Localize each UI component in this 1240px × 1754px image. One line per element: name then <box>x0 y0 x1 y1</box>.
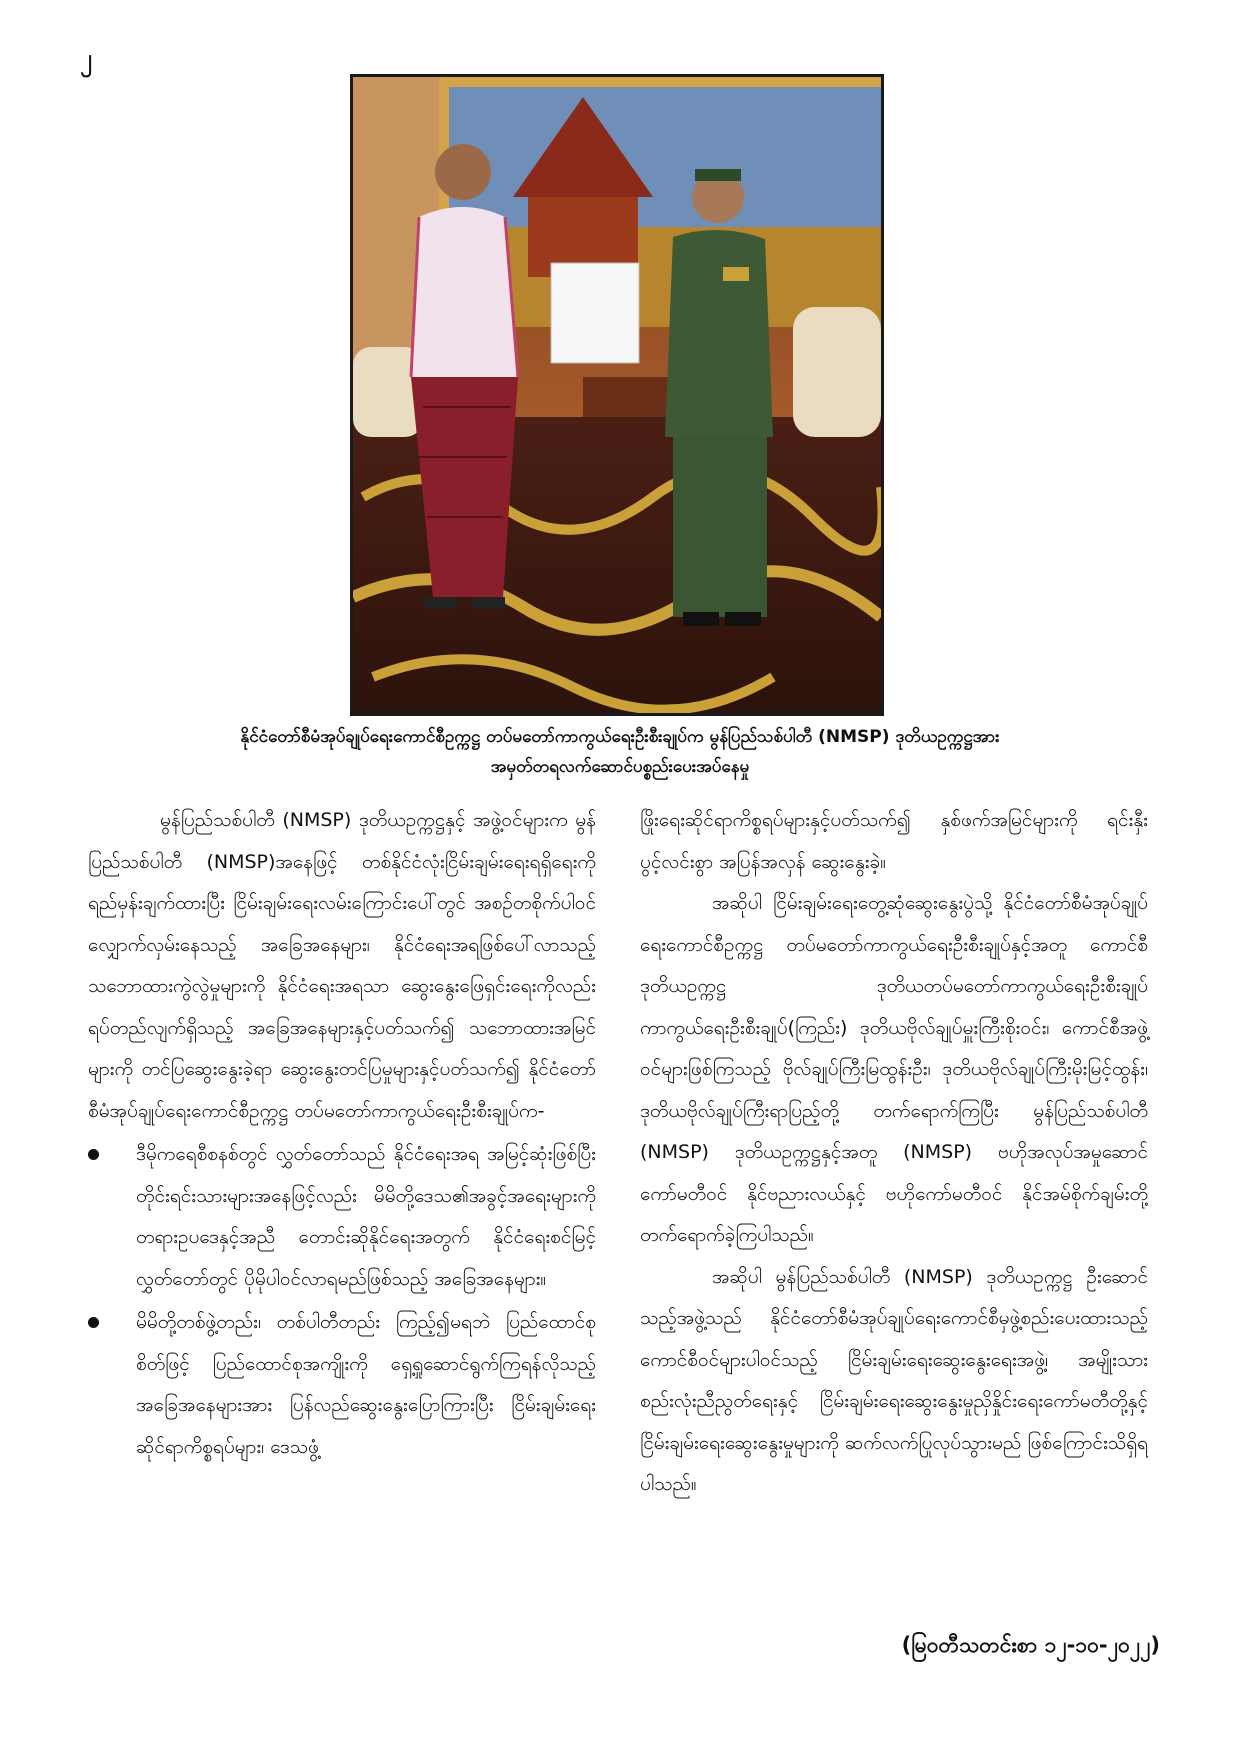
page-number: ၂ <box>80 44 92 72</box>
caption-line-2: အမှတ်တရလက်ဆောင်ပစ္စည်းပေးအပ်နေမှု <box>490 757 750 777</box>
bullet-text: မိမိတို့တစ်ဖွဲ့တည်း၊ တစ်ပါတီတည်း ကြည့်၍မရဘဲ ပြည်ထောင်စုစိတ်ဖြင့် ပြည်ထောင်စုအကျိုးကို ရှေ့ရှုဆောင်ရွက်ကြရန်လိုသည့် အခြေအနေများအား ပြန်လည်ဆွေးနွေးပြောကြားပြီး ငြိမ်းချမ်းရေးဆိုင်ရာကိစ္စရပ်များ၊ ဒေသဖွံ့ <box>136 1311 596 1458</box>
bullet-icon <box>88 1317 99 1328</box>
bullet-icon <box>88 1149 99 1160</box>
source-citation: (မြဝတီသတင်းစာ ၁၂-၁၀-၂၀၂၂) <box>901 1633 1160 1657</box>
caption-line-1: နိုင်ငံတော်စီမံအုပ်ချုပ်ရေးကောင်စီဥက္ကဋ္ဌ တပ်မတော်ကာကွယ်ရေးဦးစီးချုပ်က မွန်ပြည်သစ်ပါတီ (NMSP) ဒုတိယဥက္ကဋ္ဌအား <box>240 727 1000 747</box>
paragraph-1: မွန်ပြည်သစ်ပါတီ (NMSP) ဒုတိယဥက္ကဋ္ဌနှင့် အဖွဲ့ဝင်များက မွန်ပြည်သစ်ပါတီ (NMSP)အနေဖြင့် တစ်နိုင်ငံလုံးငြိမ်းချမ်းရေးရရှိရေးကို ရည်မှန်းချက်ထားပြီး ငြိမ်းချမ်းရေးလမ်းကြောင်းပေါ်တွင် အစဉ်တစိုက်ပါဝင် လျှောက်လှမ်းနေသည့် အခြေအနေများ၊ နိုင်ငံရေးအရဖြစ်ပေါ်လာသည့် သဘောထားကွဲလွဲမှုများကို နိုင်ငံရေးအရသာ ဆွေးနွေးဖြေရှင်းရေးကိုလည်း ရပ်တည်လျက်ရှိသည့် အခြေအနေများနှင့်ပတ်သက်၍ သဘောထားအမြင်များကို တင်ပြဆွေးနွေးခဲ့ရာ ဆွေးနွေးတင်ပြမှုများနှင့်ပတ်သက်၍ နိုင်ငံတော်စီမံအုပ်ချုပ်ရေးကောင်စီဥက္ကဋ္ဌ တပ်မတော်ကာကွယ်ရေးဦးစီးချုပ်က- <box>88 809 596 1122</box>
photo-document-handover <box>350 74 884 716</box>
paragraph-continued: ဖြိုးရေးဆိုင်ရာကိစ္စရပ်များနှင့်ပတ်သက်၍ နှစ်ဖက်အမြင်များကို ရင်းနှီးပွင့်လင်းစွာ အပြန်အလှန် ဆွေးနွေးခဲ့။ <box>640 809 1148 873</box>
bullet-item <box>88 1302 596 1468</box>
left-column <box>88 800 596 1470</box>
bullet-item <box>88 1134 596 1300</box>
bullet-text: ဒီမိုကရေစီစနစ်တွင် လွှတ်တော်သည် နိုင်ငံရေးအရ အမြင့်ဆုံးဖြစ်ပြီး တိုင်းရင်းသားများအနေဖြင့်လည်း မိမိတို့ဒေသ၏အခွင့်အရေးများကို တရားဥပဒေနှင့်အညီ တောင်းဆိုနိုင်ရေးအတွက် နိုင်ငံရေးစင်မြင့်လွှတ်တော်တွင် ပိုမိုပါဝင်လာရမည်ဖြစ်သည့် အခြေအနေများ။ <box>136 1143 596 1290</box>
paragraph-3: အဆိုပါ မွန်ပြည်သစ်ပါတီ (NMSP) ဒုတိယဥက္ကဋ္ဌ ဦးဆောင်သည့်အဖွဲ့သည် နိုင်ငံတော်စီမံအုပ်ချုပ်ရေးကောင်စီမှဖွဲ့စည်းပေးထားသည့် ကောင်စီဝင်များပါဝင်သည့် ငြိမ်းချမ်းရေးဆွေးနွေးရေးအဖွဲ့၊ အမျိုးသားစည်းလုံးညီညွတ်ရေးနှင့် ငြိမ်းချမ်းရေးဆွေးနွေးမှုညှိနှိုင်းရေးကော်မတီတို့နှင့် ငြိမ်းချမ်းရေးဆွေးနွေးမှုများကို ဆက်လက်ပြုလုပ်သွားမည် ဖြစ်ကြောင်းသိရှိရပါသည်။ <box>640 1265 1148 1495</box>
right-column <box>640 800 1148 1506</box>
photo-illustration <box>353 77 881 713</box>
paragraph-2: အဆိုပါ ငြိမ်းချမ်းရေးတွေ့ဆုံဆွေးနွေးပွဲသို့ နိုင်ငံတော်စီမံအုပ်ချုပ်ရေးကောင်စီဥက္ကဋ္ဌ တပ်မတော်ကာကွယ်ရေးဦးစီးချုပ်နှင့်အတူ ကောင်စီဒုတိယဥက္ကဋ္ဌ ဒုတိယတပ်မတော်ကာကွယ်ရေးဦးစီးချုပ် ကာကွယ်ရေးဦးစီးချုပ်(ကြည်း) ဒုတိယဗိုလ်ချုပ်မှူးကြီးစိုးဝင်း၊ ကောင်စီအဖွဲ့ဝင်များဖြစ်ကြသည့် ဗိုလ်ချုပ်ကြီးမြထွန်းဦး၊ ဒုတိယဗိုလ်ချုပ်ကြီးမိုးမြင့်ထွန်း၊ ဒုတိယဗိုလ်ချုပ်ကြီးရာပြည့်တို့ တက်ရောက်ကြပြီး မွန်ပြည်သစ်ပါတီ (NMSP) ဒုတိယဥက္ကဋ္ဌနှင့်အတူ (NMSP) ဗဟိုအလုပ်အမှုဆောင်ကော်မတီဝင် နိုင်ဗညားလယ်နှင့် ဗဟိုကော်မတီဝင် နိုင်အမ်စိုက်ချမ်းတို့ တက်ရောက်ခဲ့ကြပါသည်။ <box>640 892 1148 1246</box>
photo-caption <box>90 722 1150 782</box>
bullet-list <box>88 1134 596 1468</box>
